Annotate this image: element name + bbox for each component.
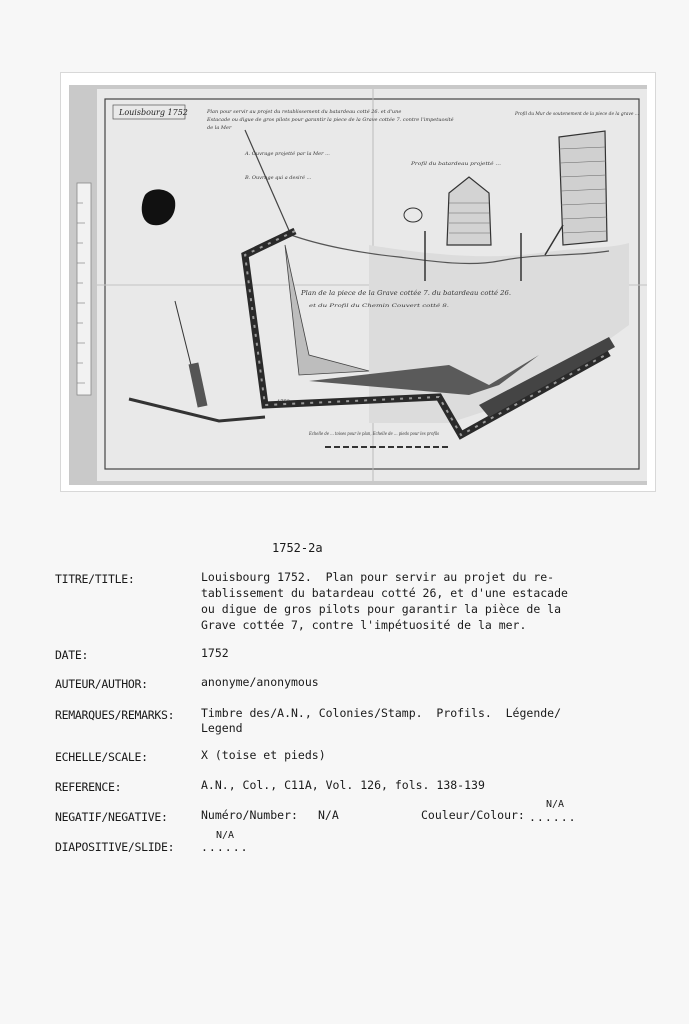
- map-plan-label-line2: et du Profil du Chemin Couvert cotté 8.: [309, 303, 409, 309]
- title-line-1: Louisbourg 1752. Plan pour servir au projet du re-: [201, 570, 555, 584]
- reference-label: REFERENCE:: [55, 780, 122, 794]
- remarks-label: REMARQUES/REMARKS:: [55, 708, 175, 722]
- slide-value: N/A: [216, 830, 235, 841]
- negative-number-value: N/A: [318, 808, 339, 822]
- title-label: TITRE/TITLE:: [55, 572, 135, 586]
- author-label: AUTEUR/AUTHOR:: [55, 677, 148, 691]
- negative-number-label: Numéro/Number:: [201, 808, 298, 822]
- map-profil-top-right: Profil du Mur de soutenement de la piece de la grave ...: [515, 112, 643, 117]
- map-title-line1: Plan pour servir au projet du retablissement du batardeau cotté 26. et d'une: [207, 109, 402, 115]
- colour-value: N/A: [546, 799, 565, 810]
- date-label: DATE:: [55, 648, 89, 662]
- map-title-line2: Estacade ou digue de gros pilots pour garantir la piece de la Grave cottée 7. contre l'impetuosité: [207, 117, 454, 123]
- map-photo-frame: [60, 72, 656, 492]
- map-drawing: [69, 85, 647, 485]
- map-title-line3: de la Mer: [207, 125, 232, 131]
- title-line-2: tablissement du batardeau cotté 26, et d'une estacade: [201, 586, 568, 600]
- map-plan-label-line1: Plan de la piece de la Grave cottée 7. du batardeau cotté 26.: [299, 290, 512, 297]
- title-line-4: Grave cottée 7, contre l'impétuosité de la mer.: [201, 618, 527, 632]
- reference-value: A.N., Col., C11A, Vol. 126, fols. 138-139: [201, 778, 485, 792]
- colour-label: Couleur/Colour:: [421, 808, 525, 822]
- catalog-id: 1752-2a: [272, 541, 323, 555]
- map-corner-mark: 1752: [277, 399, 290, 405]
- date-value: 1752: [201, 646, 229, 660]
- remarks-line-2: Legend: [201, 721, 243, 735]
- title-line-3: ou digue de gros pilots pour garantir la pièce de la: [201, 602, 562, 616]
- map-scale-label: Echelle de ... toises pour le plan, Echelle de ... pieds pour les profils: [309, 432, 465, 437]
- scale-label: ECHELLE/SCALE:: [55, 750, 148, 764]
- map-profil-middle: Profil du batardeau projetté ...: [411, 161, 489, 167]
- slide-dots: ......: [201, 840, 249, 854]
- map-legend-b: B. Ouvrage qui a desiré ...: [245, 175, 312, 181]
- scale-value: X (toise et pieds): [201, 748, 326, 762]
- map-caption-top-left: Louisbourg 1752: [119, 108, 188, 117]
- map-photograph: [69, 85, 647, 485]
- map-legend-a: A. Ouvrage projetté par la Mer ...: [245, 151, 330, 157]
- author-value: anonyme/anonymous: [201, 675, 319, 689]
- negative-label: NEGATIF/NEGATIVE:: [55, 810, 168, 824]
- colour-dots: ......: [529, 810, 577, 824]
- remarks-line-1: Timbre des/A.N., Colonies/Stamp. Profils. Légende/: [201, 706, 562, 720]
- slide-label: DIAPOSITIVE/SLIDE:: [55, 840, 175, 854]
